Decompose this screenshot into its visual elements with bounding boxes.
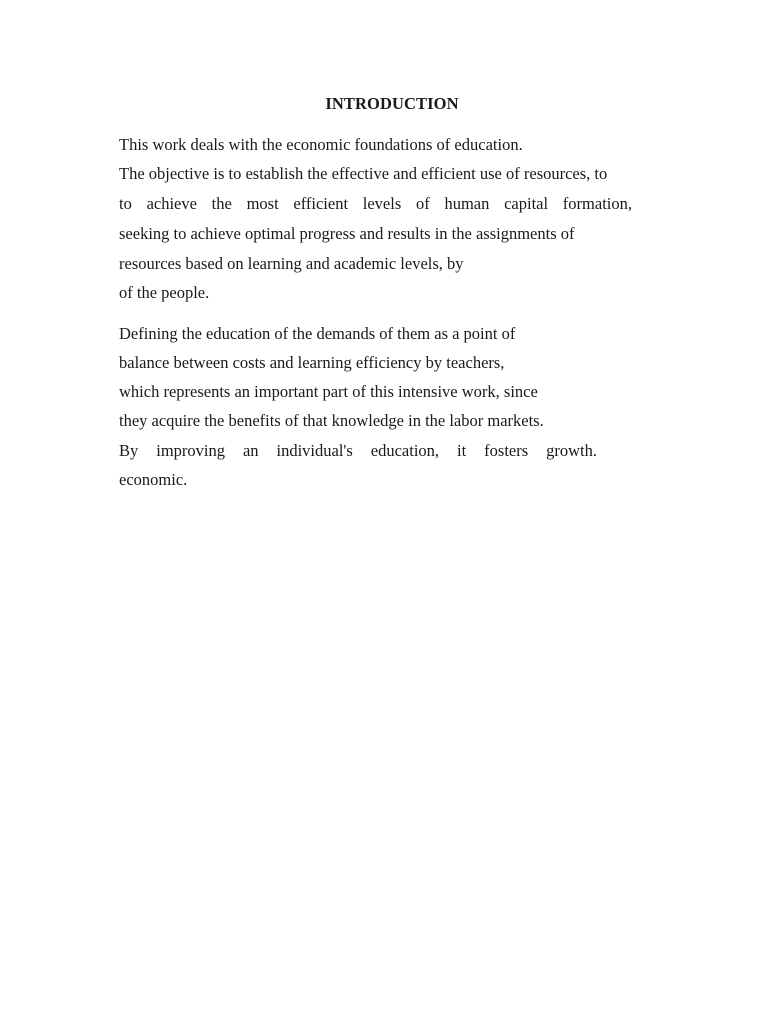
paragraph-2-line-1: Defining the education of the demands of them as a point of (119, 324, 516, 343)
paragraph-1-line-2: The objective is to establish the effective and efficient use of resources, to (119, 164, 608, 183)
paragraph-2-line-3: which represents an important part of this intensive work, since (119, 382, 538, 401)
paragraph-1-line-6: of the people. (119, 283, 210, 302)
word: By (119, 441, 139, 460)
word: capital (504, 194, 549, 213)
word: levels (362, 194, 402, 213)
word: formation, (562, 194, 632, 213)
paragraph-2-line-4: they acquire the benefits of that knowledge in the labor markets. (119, 411, 544, 430)
word: it (457, 441, 467, 460)
word: efficient (293, 194, 349, 213)
word: the (211, 194, 232, 213)
paragraph-1-line-5: resources based on learning and academic levels, by (119, 254, 464, 273)
paragraph-2-line-2: balance between costs and learning efficiency by teachers, (119, 353, 505, 372)
word: individual's (276, 441, 353, 460)
word: of (415, 194, 430, 213)
paragraph-1-line-3 (119, 194, 632, 214)
paragraph-1-line-1: This work deals with the economic foundations of education. (119, 135, 523, 154)
word: an (242, 441, 259, 460)
word: improving (156, 441, 225, 460)
word: human (444, 194, 490, 213)
paragraph-1-line-4: seeking to achieve optimal progress and results in the assignments of (119, 224, 575, 243)
word: growth. (546, 441, 597, 460)
page-title: INTRODUCTION (325, 94, 459, 113)
word: fosters (484, 441, 529, 460)
word: to (119, 194, 132, 213)
word: education, (370, 441, 440, 460)
paragraph-2-line-5 (119, 441, 597, 461)
word: most (246, 194, 279, 213)
word: achieve (146, 194, 197, 213)
paragraph-2-line-6: economic. (119, 470, 188, 489)
